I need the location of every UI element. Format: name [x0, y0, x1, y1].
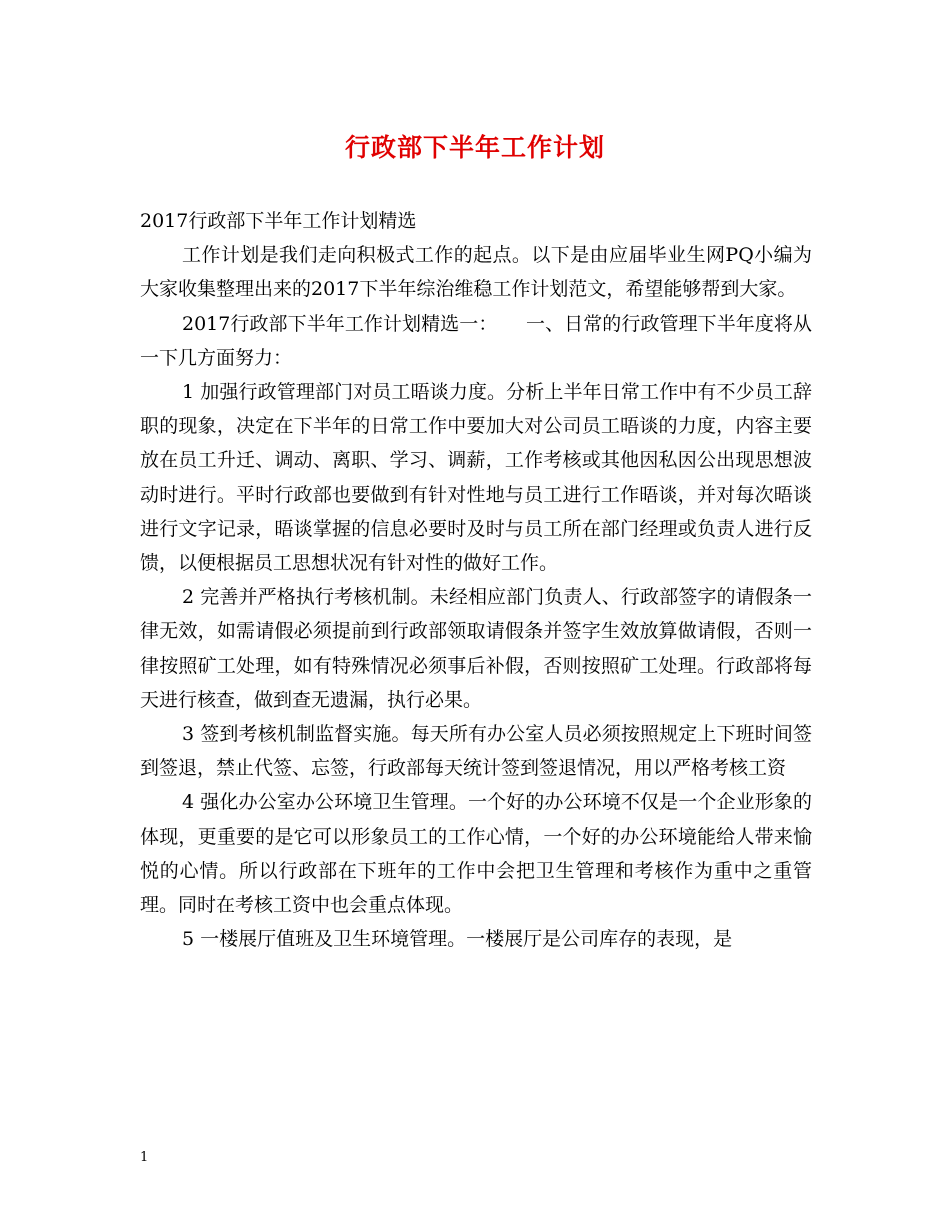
paragraph-item-3: 3 签到考核机制监督实施。每天所有办公室人员必须按照规定上下班时间签到签退，禁止代签、忘签，行政部每天统计签到签退情况，用以严格考核工资 [140, 723, 812, 780]
document-subtitle: 2017行政部下半年工作计划精选 [140, 210, 417, 232]
paragraph-intro: 工作计划是我们走向积极式工作的起点。以下是由应届毕业生网PQ小编为大家收集整理出来的2017下半年综治维稳工作计划范文，希望能够帮到大家。 [140, 244, 812, 301]
paragraph-item-5: 5 一楼展厅值班及卫生环境管理。一楼展厅是公司库存的表现，是 [182, 928, 733, 951]
document-title: 行政部下半年工作计划 [344, 133, 605, 162]
paragraph-item-2: 2 完善并严格执行考核机制。未经相应部门负责人、行政部签字的请假条一律无效，如需请假必须提前到行政部领取请假条并签字生效放算做请假，否则一律按照矿工处理，如有特殊情况必须事后补假，否则按照矿工处理。行政部将每天进行核查，做到查无遗漏，执行必果。 [140, 586, 812, 711]
page-number: 1 [140, 1150, 149, 1165]
document-body [140, 204, 812, 956]
paragraph-item-1: 1 加强行政管理部门对员工晤谈力度。分析上半年日常工作中有不少员工辞职的现象，决定在下半年的日常工作中要加大对公司员工晤谈的力度，内容主要放在员工升迁、调动、离职、学习、调薪，工作考核或其他因私因公出现思想波动时进行。平时行政部也要做到有针对性地与员工进行工作晤谈，并对每次晤谈进行文字记录，晤谈掌握的信息必要时及时与员工所在部门经理或负责人进行反馈，以便根据员工思想状况有针对性的做好工作。 [140, 381, 812, 575]
paragraph-section-heading: 2017行政部下半年工作计划精选一： 一、日常的行政管理下半年度将从一下几方面努力： [140, 312, 812, 369]
paragraph-item-4: 4 强化办公室办公环境卫生管理。一个好的办公环境不仅是一个企业形象的体现，更重要的是它可以形象员工的工作心情，一个好的办公环境能给人带来愉悦的心情。所以行政部在下班年的工作中会把卫生管理和考核作为重中之重管理。同时在考核工资中也会重点体现。 [140, 791, 812, 917]
